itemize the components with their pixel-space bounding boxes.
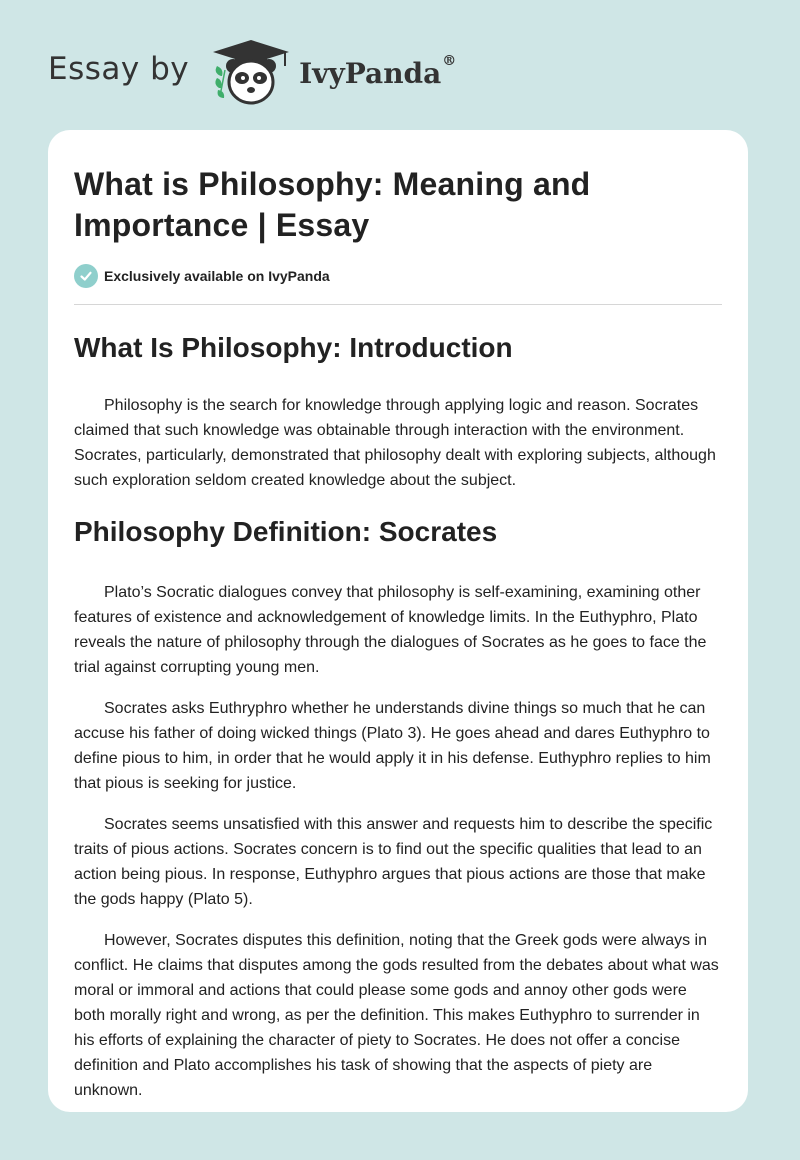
- registered-mark: ®: [442, 52, 457, 69]
- section-heading: Philosophy Definition: Socrates: [74, 516, 498, 547]
- divider: [74, 304, 722, 305]
- ivy-leaf-icon: [216, 66, 226, 98]
- paragraph: However, Socrates disputes this definition, noting that the Greek gods were always in conflict. He claims that disputes among the gods resulted from the debates about what was moral or immoral and actions that could please some gods and annoy other gods were both morally right and wrong, as per the definition. This makes Euthyphro to surrender in his efforts of explaining the character of piety to Socrates. He does not offer a concise definition and Plato accomplishes his task of showing that the aspects of piety are unknown.: [74, 932, 719, 1099]
- ivypanda-logo-icon: [205, 36, 297, 108]
- paragraph: Philosophy is the search for knowledge through applying logic and reason. Socrates claimed that such knowledge was obtainable through interaction with the environment. Socrates, particularly, demonstrated that philosophy dealt with exploring subjects, although such exploration seldom created knowledge about the subject.: [74, 397, 716, 489]
- exclusive-badge: [74, 264, 722, 288]
- section-heading: What Is Philosophy: Introduction: [74, 332, 513, 363]
- paragraph: Socrates seems unsatisfied with this answer and requests him to describe the specific traits of pious actions. Socrates concern is to find out the specific qualities that lead to an action being pious. In response, Euthyphro argues that pious actions are those that make the gods happy (Plato 5).: [74, 816, 713, 908]
- paragraph: Socrates asks Euthryphro whether he understands divine things so much that he can accuse his father of doing wicked things (Plato 3). He goes ahead and dares Euthyphro to define pious to him, in order that he would apply it in his defense. Euthyphro replies to him that pious is seeking for justice.: [74, 700, 711, 792]
- page-title: What is Philosophy: Meaning and Importance | Essay: [74, 166, 591, 243]
- essay-card: [48, 130, 748, 1112]
- site-brand[interactable]: [48, 36, 456, 108]
- paragraph: Plato’s Socratic dialogues convey that philosophy is self-examining, examining other features of existence and acknowledgement of knowledge limits. In the Euthyphro, Plato reveals the nature of philosophy through the dialogues of Socrates as he goes to face the trial against corrupting young men.: [74, 584, 707, 676]
- brand-name: IvyPanda®: [299, 52, 457, 90]
- brand-prefix: Essay by: [48, 51, 190, 87]
- exclusive-badge-label: Exclusively available on IvyPanda: [104, 268, 330, 284]
- section-introduction: [74, 331, 722, 493]
- section-socrates: [74, 515, 722, 1103]
- check-icon: [74, 264, 98, 288]
